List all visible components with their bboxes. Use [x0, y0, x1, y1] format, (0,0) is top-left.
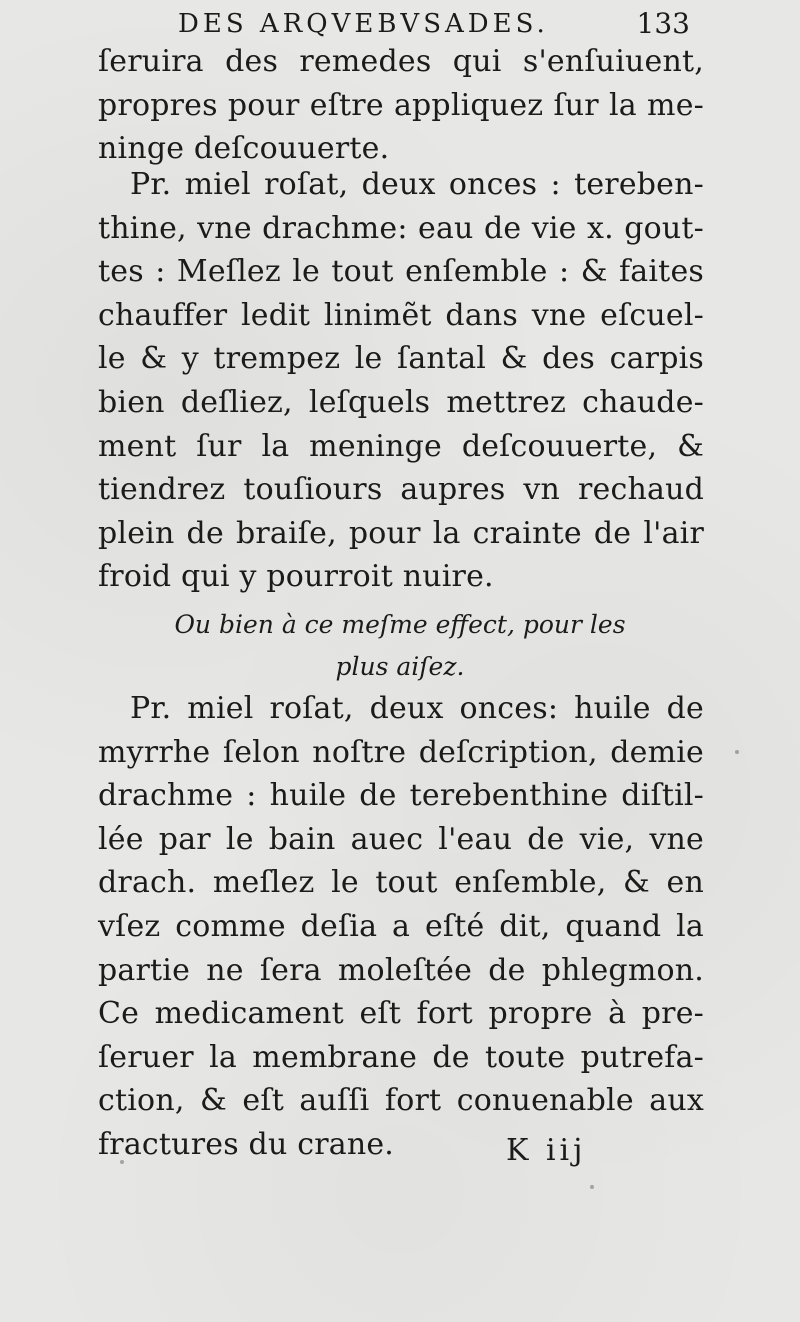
text-line: ſeruer la membrane de toute putrefa- — [98, 1039, 704, 1075]
text-line: Pr. miel roſat, deux onces : tereben- — [130, 167, 704, 202]
paragraph-2 — [98, 163, 704, 599]
paper-fleck — [120, 1160, 124, 1164]
running-title: DES ARQVEBVSADES. — [178, 9, 549, 39]
text-line: tes : Meſlez le tout enſemble : & faites — [98, 254, 704, 290]
text-line: bien deſliez, leſquels mettrez chaude- — [98, 384, 704, 420]
text-line: plein de braiſe, pour la crainte de l'air — [98, 515, 704, 551]
subheading-line: plus aiſez. — [335, 652, 465, 681]
text-line: propres pour eſtre appliquez ſur la me- — [98, 87, 704, 123]
text-line: ment ſur la meninge deſcouuerte, & — [98, 428, 704, 464]
text-line: drachme : huile de terebenthine diſtil- — [98, 778, 704, 814]
subheading-line: Ou bien à ce meſme effect, pour les — [174, 610, 626, 639]
text-line: chauffer ledit linimẽt dans vne eſcuel- — [98, 297, 704, 333]
text-line: tiendrez touſiours aupres vn rechaud — [98, 472, 704, 508]
text-line: le & y trempez le ſantal & des carpis — [98, 341, 704, 377]
text-line: partie ne ſera moleſtée de phlegmon. — [98, 952, 704, 988]
paper-fleck — [735, 750, 739, 754]
text-line: ſeruira des remedes qui s'enſuiuent, — [98, 44, 704, 79]
paper-fleck — [590, 1185, 594, 1189]
text-line: ninge deſcouuerte. — [98, 131, 390, 167]
text-line: ction, & eſt auſſi fort conuenable aux — [98, 1083, 704, 1119]
text-line: thine, vne drachme: eau de vie x. gout- — [98, 210, 704, 246]
paragraph-3 — [98, 687, 704, 1167]
text-line: Ce medicament eſt fort propre à pre- — [98, 996, 704, 1032]
paragraph-1 — [98, 40, 704, 171]
text-line: Pr. miel roſat, deux onces: huile de — [130, 691, 704, 726]
text-line: froid qui y pourroit nuire. — [98, 559, 494, 595]
text-line: drach. meſlez le tout enſemble, & en — [98, 865, 704, 901]
text-line: fractures du crane. — [98, 1126, 395, 1162]
signature-mark: K iij — [506, 1133, 587, 1168]
page-header — [178, 6, 698, 42]
text-line: vſez comme deſia a eſté dit, quand la — [98, 908, 704, 944]
text-line: myrrhe ſelon noſtre deſcription, demie — [98, 734, 704, 770]
page-number: 133 — [636, 7, 690, 40]
section-subheading — [160, 604, 640, 688]
text-line: lée par le bain auec l'eau de vie, vne — [98, 821, 704, 857]
